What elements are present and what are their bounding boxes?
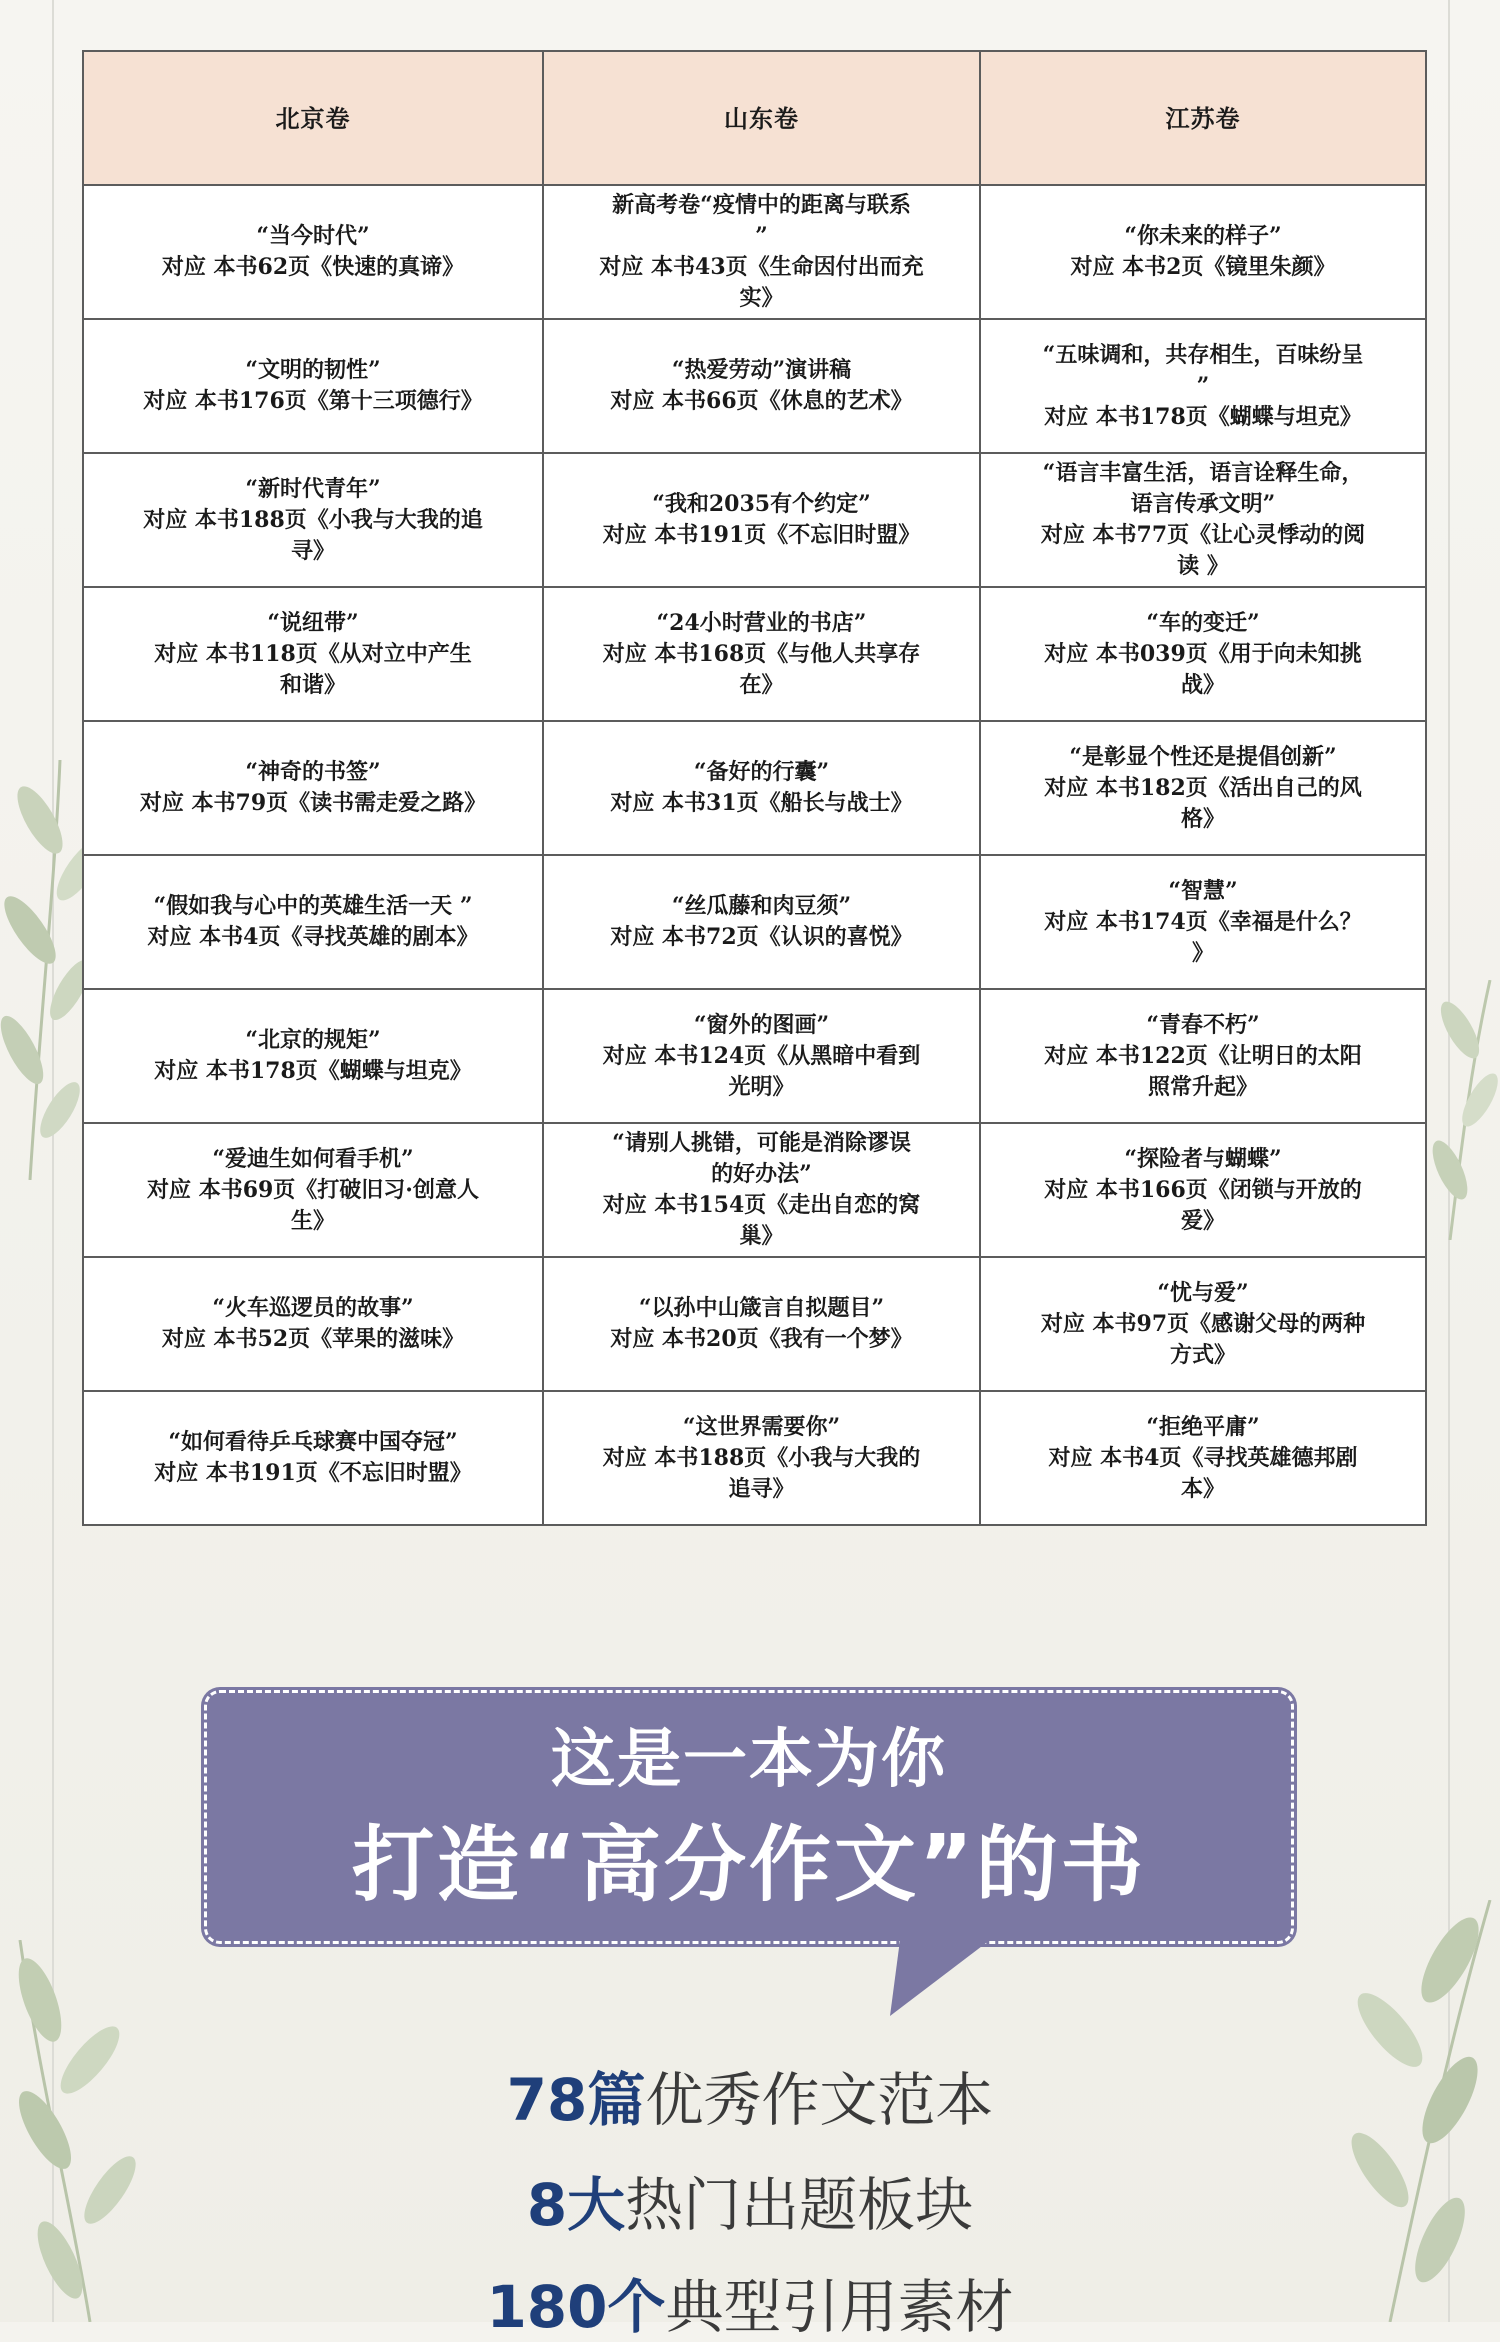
cell-text-line: “备好的行囊” [693, 759, 830, 785]
stat-number: 180个 [486, 2273, 666, 2341]
stat-number: 8大 [526, 2171, 626, 2239]
cell-text-line: 对应 本书4页《寻找英雄的剧本》 [147, 924, 479, 950]
cell-text-line: “你未来的样子” [1124, 223, 1282, 249]
cell-text-line: 新高考卷“疫情中的距离与联系 [612, 192, 911, 218]
cell-text-line: “以孙中山箴言自拟题目” [638, 1295, 885, 1321]
table-cell [543, 1391, 980, 1525]
cell-text-line: 对应 本书154页《走出自恋的窝 [602, 1192, 921, 1218]
cell-text-line: 对应 本书039页《用于向未知挑 [1044, 640, 1362, 667]
table-cell [543, 453, 980, 587]
table-cell [83, 1123, 543, 1257]
cell-text-line: 读 》 [1177, 553, 1229, 579]
cell-text-line: 和谐》 [279, 671, 346, 698]
table-row [83, 721, 1426, 855]
cell-text-line: 对应 本书122页《让明日的太阳 [1044, 1042, 1362, 1069]
column-header: 北京卷 [83, 51, 543, 185]
table-cell [83, 1257, 543, 1391]
banner-line-2: 打造“高分作文”的书 [352, 1818, 1146, 1913]
cell-text-line: 对应 本书118页《从对立中产生 [154, 640, 472, 667]
table-row [83, 1391, 1426, 1525]
cell-text-line: 对应 本书2页《镜里朱颜》 [1070, 254, 1336, 280]
cell-text-line: “说纽带” [267, 609, 359, 636]
cell-text-line: 追寻》 [728, 1475, 795, 1502]
cell-text-line: 对应 本书77页《让心灵悸动的阅 [1040, 522, 1366, 548]
cell-text-line: 对应 本书79页《读书需走爱之路》 [139, 790, 487, 816]
cell-text-line: 对应 本书97页《感谢父母的两种 [1040, 1310, 1366, 1337]
cell-text-line: “热爱劳动”演讲稿 [671, 357, 852, 383]
cell-text-line: 对应 本书20页《我有一个梦》 [610, 1326, 913, 1352]
table-cell [83, 721, 543, 855]
cell-text-line: “拒绝平庸” [1146, 1413, 1260, 1440]
cell-text-line: 对应 本书178页《蝴蝶与坦克》 [154, 1058, 472, 1084]
table-cell [543, 587, 980, 721]
table-cell [980, 989, 1426, 1123]
table-cell [980, 453, 1426, 587]
cell-text-line: “智慧” [1168, 877, 1238, 904]
cell-text-line: “文明的韧性” [245, 357, 381, 383]
column-header: 江苏卷 [980, 51, 1426, 185]
cell-text-line: 对应 本书191页《不忘旧时盟》 [154, 1460, 472, 1486]
cell-text-line: “24小时营业的书店” [656, 609, 867, 636]
stat-number: 78篇 [506, 2066, 646, 2134]
table-row [83, 1257, 1426, 1391]
cell-text-line: “假如我与心中的英雄生活一天 ” [153, 893, 473, 919]
table-row [83, 185, 1426, 319]
cell-text-line: 对应 本书166页《闭锁与开放的 [1044, 1176, 1362, 1203]
cell-text-line: 对应 本书176页《第十三项德行》 [143, 388, 483, 414]
cell-text-line: “青春不朽” [1146, 1011, 1260, 1038]
table-row [83, 1123, 1426, 1257]
table-cell [980, 185, 1426, 319]
banner-line-1: 这是一本为你 [551, 1723, 947, 1797]
table-cell [543, 1257, 980, 1391]
table-cell [980, 855, 1426, 989]
table-cell [83, 319, 543, 453]
stat-item [0, 2272, 1500, 2342]
table-cell [980, 721, 1426, 855]
cell-text-line: 对应 本书4页《寻找英雄德邦剧 [1048, 1444, 1358, 1471]
cell-text-line: “这世界需要你” [682, 1413, 841, 1440]
cell-text-line: 实》 [739, 285, 784, 311]
table-header-row [83, 51, 1426, 185]
cell-text-line: 对应 本书31页《船长与战士》 [610, 790, 913, 816]
cell-text-line: 寻》 [290, 537, 335, 564]
exam-topic-table [82, 50, 1427, 1526]
cell-text-line: 》 [1191, 939, 1214, 966]
table-cell [980, 319, 1426, 453]
table-row [83, 319, 1426, 453]
table-body [83, 185, 1426, 1525]
cell-text-line: 对应 本书182页《活出自己的风 [1044, 774, 1362, 801]
table-cell [543, 989, 980, 1123]
cell-text-line: 照常升起》 [1147, 1073, 1258, 1100]
table-row [83, 587, 1426, 721]
cell-text-line: ” [1196, 372, 1210, 399]
cell-text-line: “丝瓜藤和肉豆须” [671, 893, 852, 919]
stat-item [0, 2065, 1500, 2135]
table-cell [543, 1123, 980, 1257]
table-cell [543, 319, 980, 453]
cell-text-line: 对应 本书69页《打破旧习·创意人 [147, 1176, 479, 1203]
cell-text-line: 巢》 [739, 1223, 784, 1249]
cell-text-line: ” [755, 223, 768, 249]
cell-text-line: “探险者与蝴蝶” [1124, 1145, 1282, 1172]
table-cell [980, 1123, 1426, 1257]
cell-text-line: “窗外的图画” [693, 1011, 830, 1038]
cell-text-line: “我和2035有个约定” [652, 491, 871, 517]
exam-topic-table-container [82, 50, 1425, 1526]
cell-text-line: 对应 本书168页《与他人共享存 [602, 640, 921, 667]
stat-text: 典型引用素材 [665, 2273, 1014, 2341]
table-cell [83, 989, 543, 1123]
leaf-branch-right-icon [1420, 980, 1500, 1240]
cell-text-line: “请别人挑错，可能是消除谬误 [612, 1130, 911, 1156]
cell-text-line: 对应 本书191页《不忘旧时盟》 [602, 522, 921, 548]
cell-text-line: “语言丰富生活，语言诠释生命， [1042, 460, 1364, 486]
cell-text-line: “是彰显个性还是提倡创新” [1069, 743, 1337, 770]
cell-text-line: 对应 本书188页《小我与大我的 [602, 1444, 921, 1471]
table-row [83, 989, 1426, 1123]
table-cell [980, 1391, 1426, 1525]
cell-text-line: “神奇的书签” [245, 759, 381, 785]
cell-text-line: 对应 本书188页《小我与大我的追 [143, 506, 483, 533]
cell-text-line: 生》 [290, 1207, 335, 1234]
cell-text-line: “如何看待乒乓球赛中国夺冠” [168, 1429, 458, 1455]
cell-text-line: 对应 本书43页《生命因付出而充 [599, 254, 924, 280]
table-row [83, 855, 1426, 989]
table-cell [543, 855, 980, 989]
cell-text-line: 方式》 [1169, 1341, 1236, 1368]
cell-text-line: 战》 [1180, 671, 1225, 698]
cell-text-line: “新时代青年” [245, 475, 381, 502]
cell-text-line: 对应 本书72页《认识的喜悦》 [610, 924, 913, 950]
cell-text-line: 在》 [739, 671, 784, 698]
table-cell [83, 185, 543, 319]
table-cell [83, 453, 543, 587]
table-cell [980, 1257, 1426, 1391]
cell-text-line: “北京的规矩” [245, 1027, 381, 1053]
cell-text-line: 语言传承文明” [1130, 491, 1276, 517]
stat-text: 热门出题板块 [625, 2171, 974, 2239]
table-cell [83, 1391, 543, 1525]
cell-text-line: 爱》 [1180, 1207, 1225, 1234]
cell-text-line: “车的变迁” [1146, 609, 1260, 636]
table-cell [980, 587, 1426, 721]
stat-text: 优秀作文范本 [645, 2066, 994, 2134]
column-header: 山东卷 [543, 51, 980, 185]
cell-text-line: “当今时代” [256, 223, 370, 249]
cell-text-line: “火车巡逻员的故事” [212, 1295, 414, 1321]
cell-text-line: 对应 本书66页《休息的艺术》 [610, 388, 913, 414]
cell-text-line: “五味调和，共存相生，百味纷呈 [1042, 341, 1364, 368]
cell-text-line: 对应 本书62页《快速的真谛》 [161, 254, 465, 280]
cell-text-line: 对应 本书124页《从黑暗中看到 [602, 1042, 921, 1069]
bubble-tail-icon [880, 1940, 1000, 2020]
table-cell [83, 587, 543, 721]
cell-text-line: 对应 本书178页《蝴蝶与坦克》 [1044, 403, 1362, 430]
cell-text-line: 对应 本书52页《苹果的滋味》 [161, 1326, 465, 1352]
cell-text-line: 的好办法” [711, 1161, 812, 1187]
cell-text-line: 对应 本书174页《幸福是什么？ [1044, 908, 1362, 935]
cell-text-line: 光明》 [728, 1073, 795, 1100]
cell-text-line: 格》 [1180, 805, 1225, 832]
table-row [83, 453, 1426, 587]
table-cell [543, 185, 980, 319]
table-cell [543, 721, 980, 855]
cell-text-line: 本》 [1180, 1475, 1225, 1502]
cell-text-line: “忧与爱” [1157, 1279, 1249, 1306]
cell-text-line: “爱迪生如何看手机” [212, 1145, 414, 1172]
stat-item [0, 2170, 1500, 2240]
table-cell [83, 855, 543, 989]
